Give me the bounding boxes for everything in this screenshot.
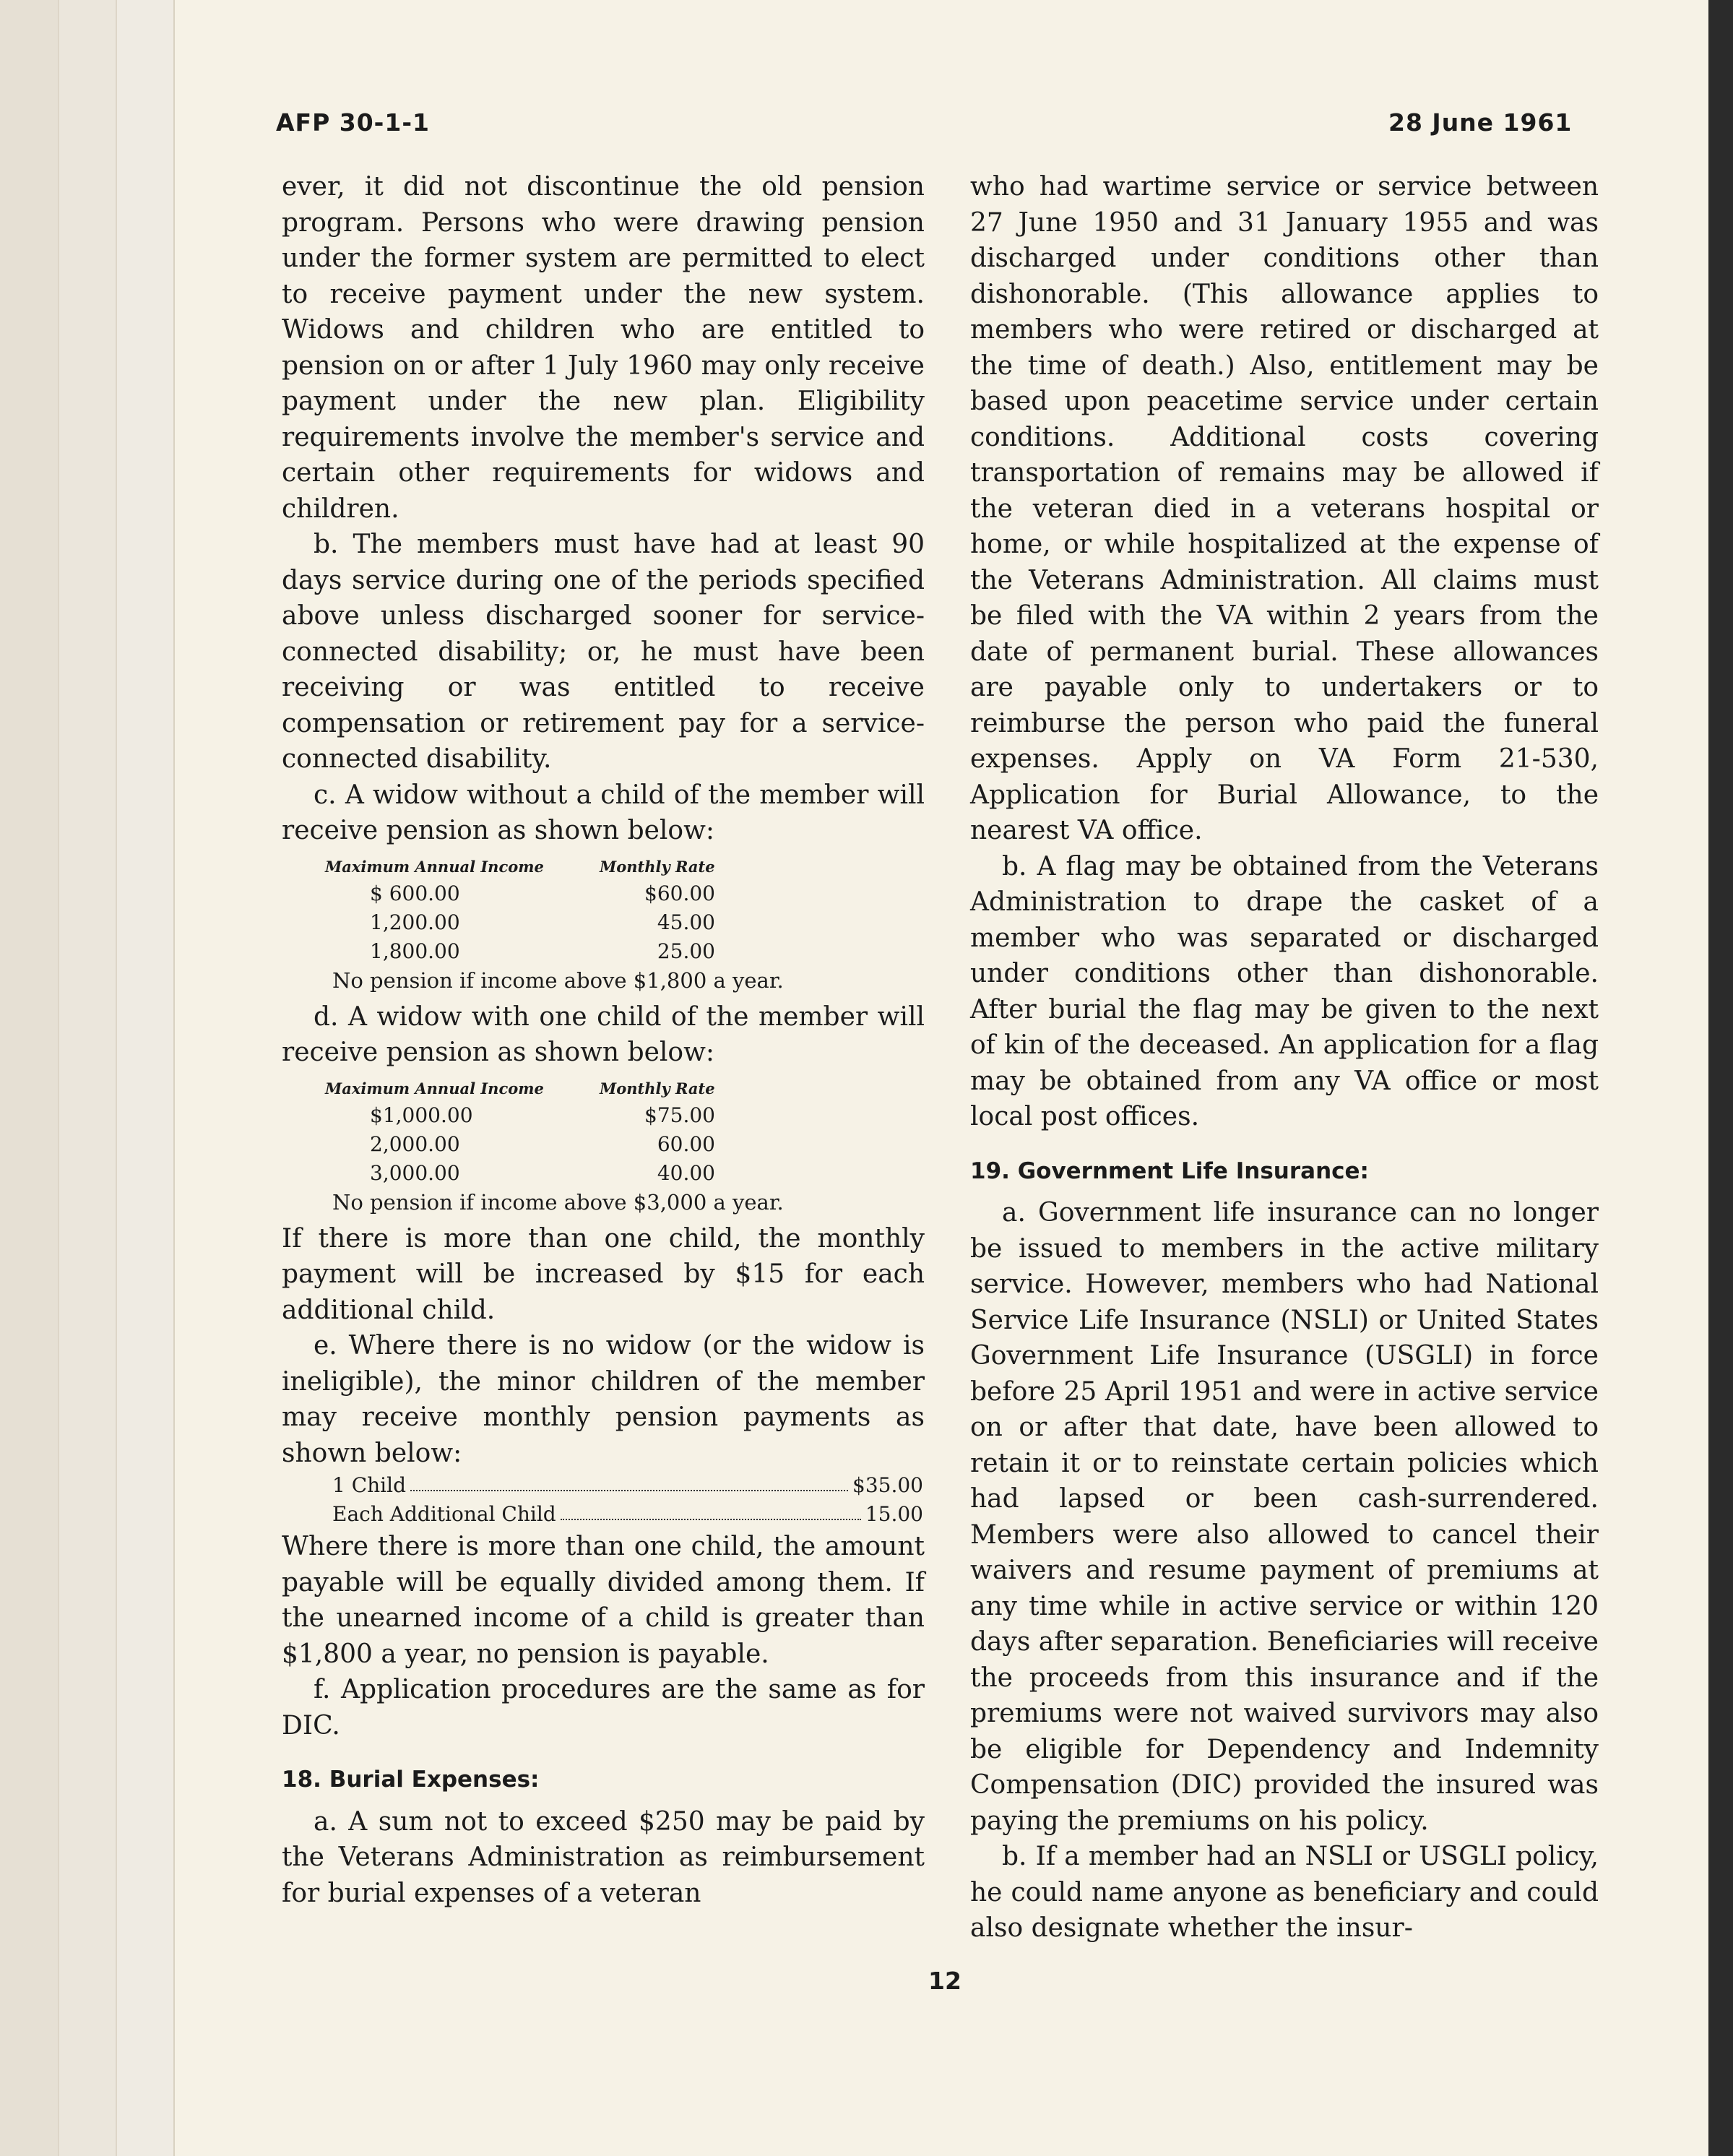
column-header: Maximum Annual Income bbox=[325, 1079, 544, 1098]
section-heading-burial: 18. Burial Expenses: bbox=[282, 1767, 540, 1793]
paragraph-c: c. A widow without a child of the member will receive pension as shown below: bbox=[282, 780, 925, 845]
paragraph-d: d. A widow with one child of the member will receive pension as shown below: bbox=[282, 1001, 925, 1067]
income-cell: 1,800.00 bbox=[370, 939, 460, 963]
paragraph-b: b. A flag may be obtained from the Veterans Administration to drape the casket of a member who was separated or discharged under conditions other than dishonorable. After burial the flag may be given to the next of kin of the deceased. An application for a flag may be obtained from any VA office or most local post offices. bbox=[970, 851, 1599, 1131]
paragraph-18a: a. A sum not to exceed $250 may be paid by the Veterans Administration as reimbursement for burial expenses of a veteran bbox=[282, 1806, 925, 1908]
column-header: Maximum Annual Income bbox=[325, 857, 544, 876]
paragraph-19b: b. If a member had an NSLI or USGLI policy, he could name anyone as beneficiary and could also designate whether the insur- bbox=[970, 1842, 1599, 1943]
table-row bbox=[325, 1101, 759, 1130]
dot-leader bbox=[561, 1500, 861, 1520]
table-header bbox=[325, 1077, 759, 1101]
table-row bbox=[325, 1130, 759, 1159]
column-header: Monthly Rate bbox=[600, 857, 715, 876]
paper-edge bbox=[116, 0, 175, 2156]
page-number: 12 bbox=[928, 1967, 961, 1995]
table-row bbox=[325, 908, 759, 937]
child-rate-line bbox=[332, 1471, 923, 1500]
rate-cell: 40.00 bbox=[657, 1160, 715, 1185]
paragraph: If there is more than one child, the monthly payment will be increased by $15 for each additional child. bbox=[282, 1223, 925, 1325]
paragraph-e: e. Where there is no widow (or the widow is ineligible), the minor children of the member may receive monthly pension payments as shown below: bbox=[282, 1331, 925, 1468]
income-cell: 3,000.00 bbox=[370, 1160, 460, 1185]
scan-border bbox=[1708, 0, 1733, 2156]
rate-cell: 45.00 bbox=[657, 910, 715, 934]
table-note: No pension if income above $3,000 a year. bbox=[332, 1189, 784, 1215]
paragraph: Where there is more than one child, the amount payable will be equally divided among them. If the unearned income of a child is greater than $1,800 a year, no pension is payable. bbox=[282, 1532, 925, 1669]
header-publication-id: AFP 30-1-1 bbox=[276, 108, 430, 137]
child-rate-amount: 15.00 bbox=[865, 1502, 923, 1526]
section-heading-insurance: 19. Government Life Insurance: bbox=[970, 1157, 1369, 1184]
table-row bbox=[325, 937, 759, 966]
dot-leader bbox=[410, 1471, 848, 1491]
table-note: No pension if income above $1,800 a year. bbox=[332, 967, 784, 993]
table-header bbox=[325, 855, 759, 879]
header-date: 28 June 1961 bbox=[1388, 108, 1573, 137]
right-column bbox=[970, 169, 1599, 1946]
rate-cell: $75.00 bbox=[644, 1103, 715, 1127]
pension-table-widow bbox=[325, 855, 759, 966]
rate-cell: 60.00 bbox=[657, 1131, 715, 1156]
child-rate-label: Each Additional Child bbox=[332, 1502, 556, 1526]
rate-cell: $60.00 bbox=[644, 881, 715, 905]
table-row bbox=[325, 879, 759, 908]
paragraph: ever, it did not discontinue the old pension program. Persons who were drawing pension under the former system are permitted to elect to receive payment under the new system. Widows and children who are entitled to pension on or after 1 July 1960 may only receive payment under the new plan. Eligibility requirements involve the member's service and certain other requirements for widows and children. bbox=[282, 172, 925, 524]
paragraph-f: f. Application procedures are the same as for DIC. bbox=[282, 1675, 925, 1741]
income-cell: $1,000.00 bbox=[370, 1103, 473, 1127]
left-column bbox=[282, 169, 925, 1911]
pension-table-widow-child bbox=[325, 1077, 759, 1188]
child-rate-label: 1 Child bbox=[332, 1473, 407, 1497]
paragraph-b: b. The members must have had at least 90 days service during one of the periods specified above unless discharged sooner for service-connected disability; or, he must have been receiving or was entitled to receive compensation or retirement pay for a service-connected disability. bbox=[282, 530, 925, 774]
paragraph-19a: a. Government life insurance can no longer be issued to members in the active military service. However, members who had National Service Life Insurance (NSLI) or United States Government Life Insurance (USGLI) in force before 25 April 1951 and were in active service on or after that date, have been allowed to retain it or to reinstate certain policies which had lapsed or been cash-surrendered. Members were also allowed to cancel their waivers and resume payment of premiums at any time while in active service or within 120 days after separation. Beneficiaries will receive the proceeds from this insurance and if the premiums were not waived survivors may also be eligible for Dependency and Indemnity Compensation (DIC) provided the insured was paying the premiums on his policy. bbox=[970, 1198, 1599, 1836]
child-rate-amount: $35.00 bbox=[852, 1473, 923, 1497]
income-cell: 1,200.00 bbox=[370, 910, 460, 934]
table-row bbox=[325, 1159, 759, 1188]
child-rate-line bbox=[332, 1500, 923, 1529]
paper-edge bbox=[0, 0, 58, 2156]
rate-cell: 25.00 bbox=[657, 939, 715, 963]
income-cell: $ 600.00 bbox=[370, 881, 460, 905]
column-header: Monthly Rate bbox=[600, 1079, 715, 1098]
paper-edge bbox=[58, 0, 117, 2156]
income-cell: 2,000.00 bbox=[370, 1131, 460, 1156]
paragraph: who had wartime service or service between 27 June 1950 and 31 January 1955 and was discharged under conditions other than dishonorable. (This allowance applies to members who were retired or discharged at the time of death.) Also, entitlement may be based upon peacetime service under certain conditions. Additional costs covering transportation of remains may be allowed if the veteran died in a veterans hospital or home, or while hospitalized at the expense of the Veterans Administration. All claims must be filed with the VA within 2 years from the date of permanent burial. These allowances are payable only to undertakers or to reimburse the person who paid the funeral expenses. Apply on VA Form 21-530, Application for Burial Allowance, to the nearest VA office. bbox=[970, 172, 1599, 845]
